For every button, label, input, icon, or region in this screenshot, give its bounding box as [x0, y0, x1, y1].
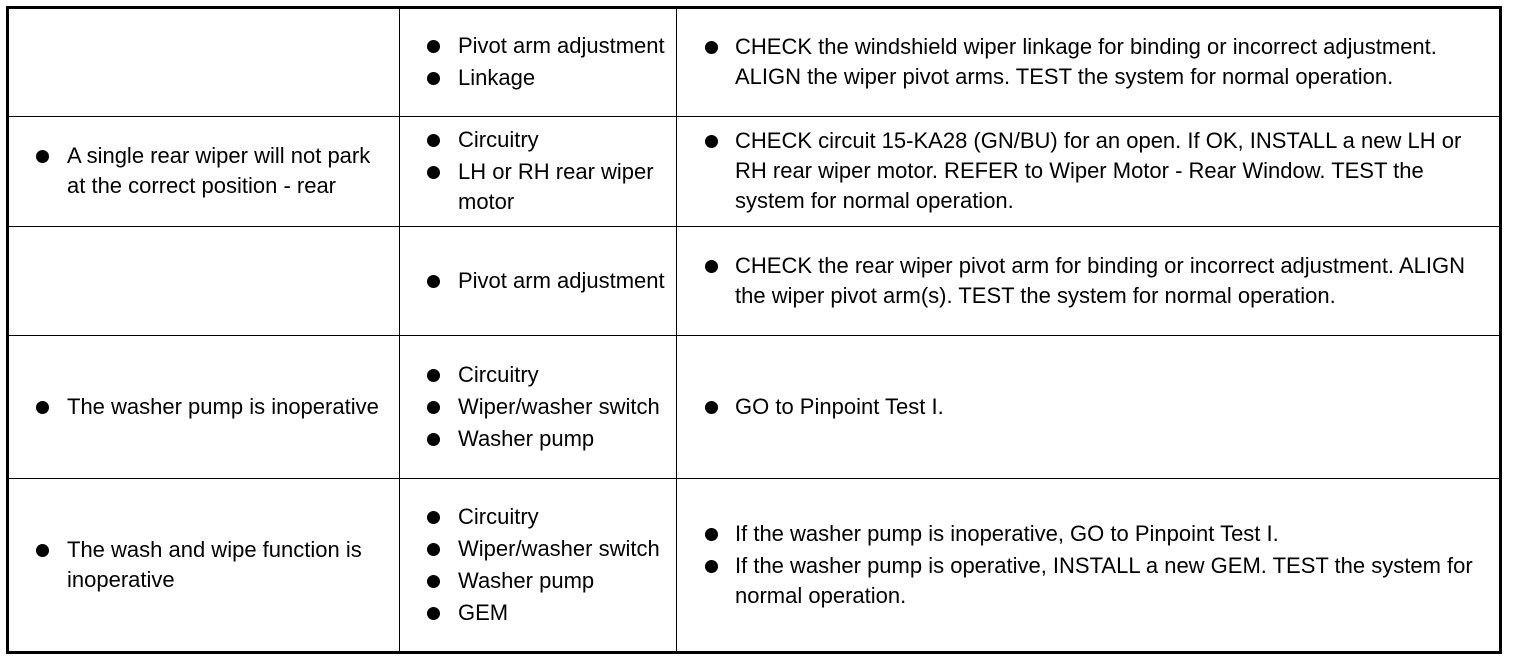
source-list — [400, 31, 676, 93]
action-list — [677, 392, 1499, 422]
list-item: Linkage — [400, 63, 668, 93]
source-cell — [400, 335, 677, 479]
source-cell — [400, 8, 677, 117]
list-item: The wash and wipe function is inoperative — [9, 535, 383, 595]
source-list — [400, 266, 676, 296]
condition-list — [9, 141, 399, 201]
action-list — [677, 32, 1499, 92]
action-cell — [677, 479, 1501, 653]
source-list — [400, 502, 676, 628]
list-item: Wiper/washer switch — [400, 392, 668, 422]
list-item: If the washer pump is inoperative, GO to Pinpoint Test I. — [677, 519, 1495, 549]
table-row — [8, 8, 1501, 117]
list-item: Circuitry — [400, 360, 668, 390]
list-item: CHECK the rear wiper pivot arm for binding or incorrect adjustment. ALIGN the wiper pivot arm(s). TEST the system for normal operation. — [677, 251, 1495, 311]
list-item: Pivot arm adjustment — [400, 31, 668, 61]
source-list — [400, 360, 676, 454]
condition-cell — [8, 8, 400, 117]
action-cell — [677, 8, 1501, 117]
condition-list — [9, 392, 399, 422]
table-row — [8, 227, 1501, 336]
source-cell — [400, 227, 677, 336]
source-list — [400, 125, 676, 217]
list-item: Pivot arm adjustment — [400, 266, 668, 296]
action-list — [677, 126, 1499, 216]
condition-cell — [8, 116, 400, 227]
condition-cell — [8, 479, 400, 653]
condition-cell — [8, 335, 400, 479]
list-item: Washer pump — [400, 424, 668, 454]
list-item: If the washer pump is operative, INSTALL a new GEM. TEST the system for normal operation. — [677, 551, 1495, 611]
list-item: Wiper/washer switch — [400, 534, 668, 564]
action-cell — [677, 227, 1501, 336]
list-item: A single rear wiper will not park at the correct position - rear — [9, 141, 383, 201]
list-item: Circuitry — [400, 125, 668, 155]
action-list — [677, 519, 1499, 611]
source-cell — [400, 479, 677, 653]
action-cell — [677, 335, 1501, 479]
action-cell — [677, 116, 1501, 227]
source-cell — [400, 116, 677, 227]
condition-list — [9, 535, 399, 595]
list-item: Washer pump — [400, 566, 668, 596]
list-item: CHECK the windshield wiper linkage for binding or incorrect adjustment. ALIGN the wiper pivot arms. TEST the system for normal operation. — [677, 32, 1495, 92]
symptom-chart-table — [6, 6, 1502, 654]
table-row — [8, 116, 1501, 227]
list-item: GEM — [400, 598, 668, 628]
table-row — [8, 335, 1501, 479]
condition-cell — [8, 227, 400, 336]
list-item: CHECK circuit 15-KA28 (GN/BU) for an open. If OK, INSTALL a new LH or RH rear wiper motor. REFER to Wiper Motor - Rear Window. TEST the system for normal operation. — [677, 126, 1495, 216]
action-list — [677, 251, 1499, 311]
list-item: The washer pump is inoperative — [9, 392, 383, 422]
list-item: Circuitry — [400, 502, 668, 532]
list-item: GO to Pinpoint Test I. — [677, 392, 1495, 422]
list-item: LH or RH rear wiper motor — [400, 157, 668, 217]
table-row — [8, 479, 1501, 653]
